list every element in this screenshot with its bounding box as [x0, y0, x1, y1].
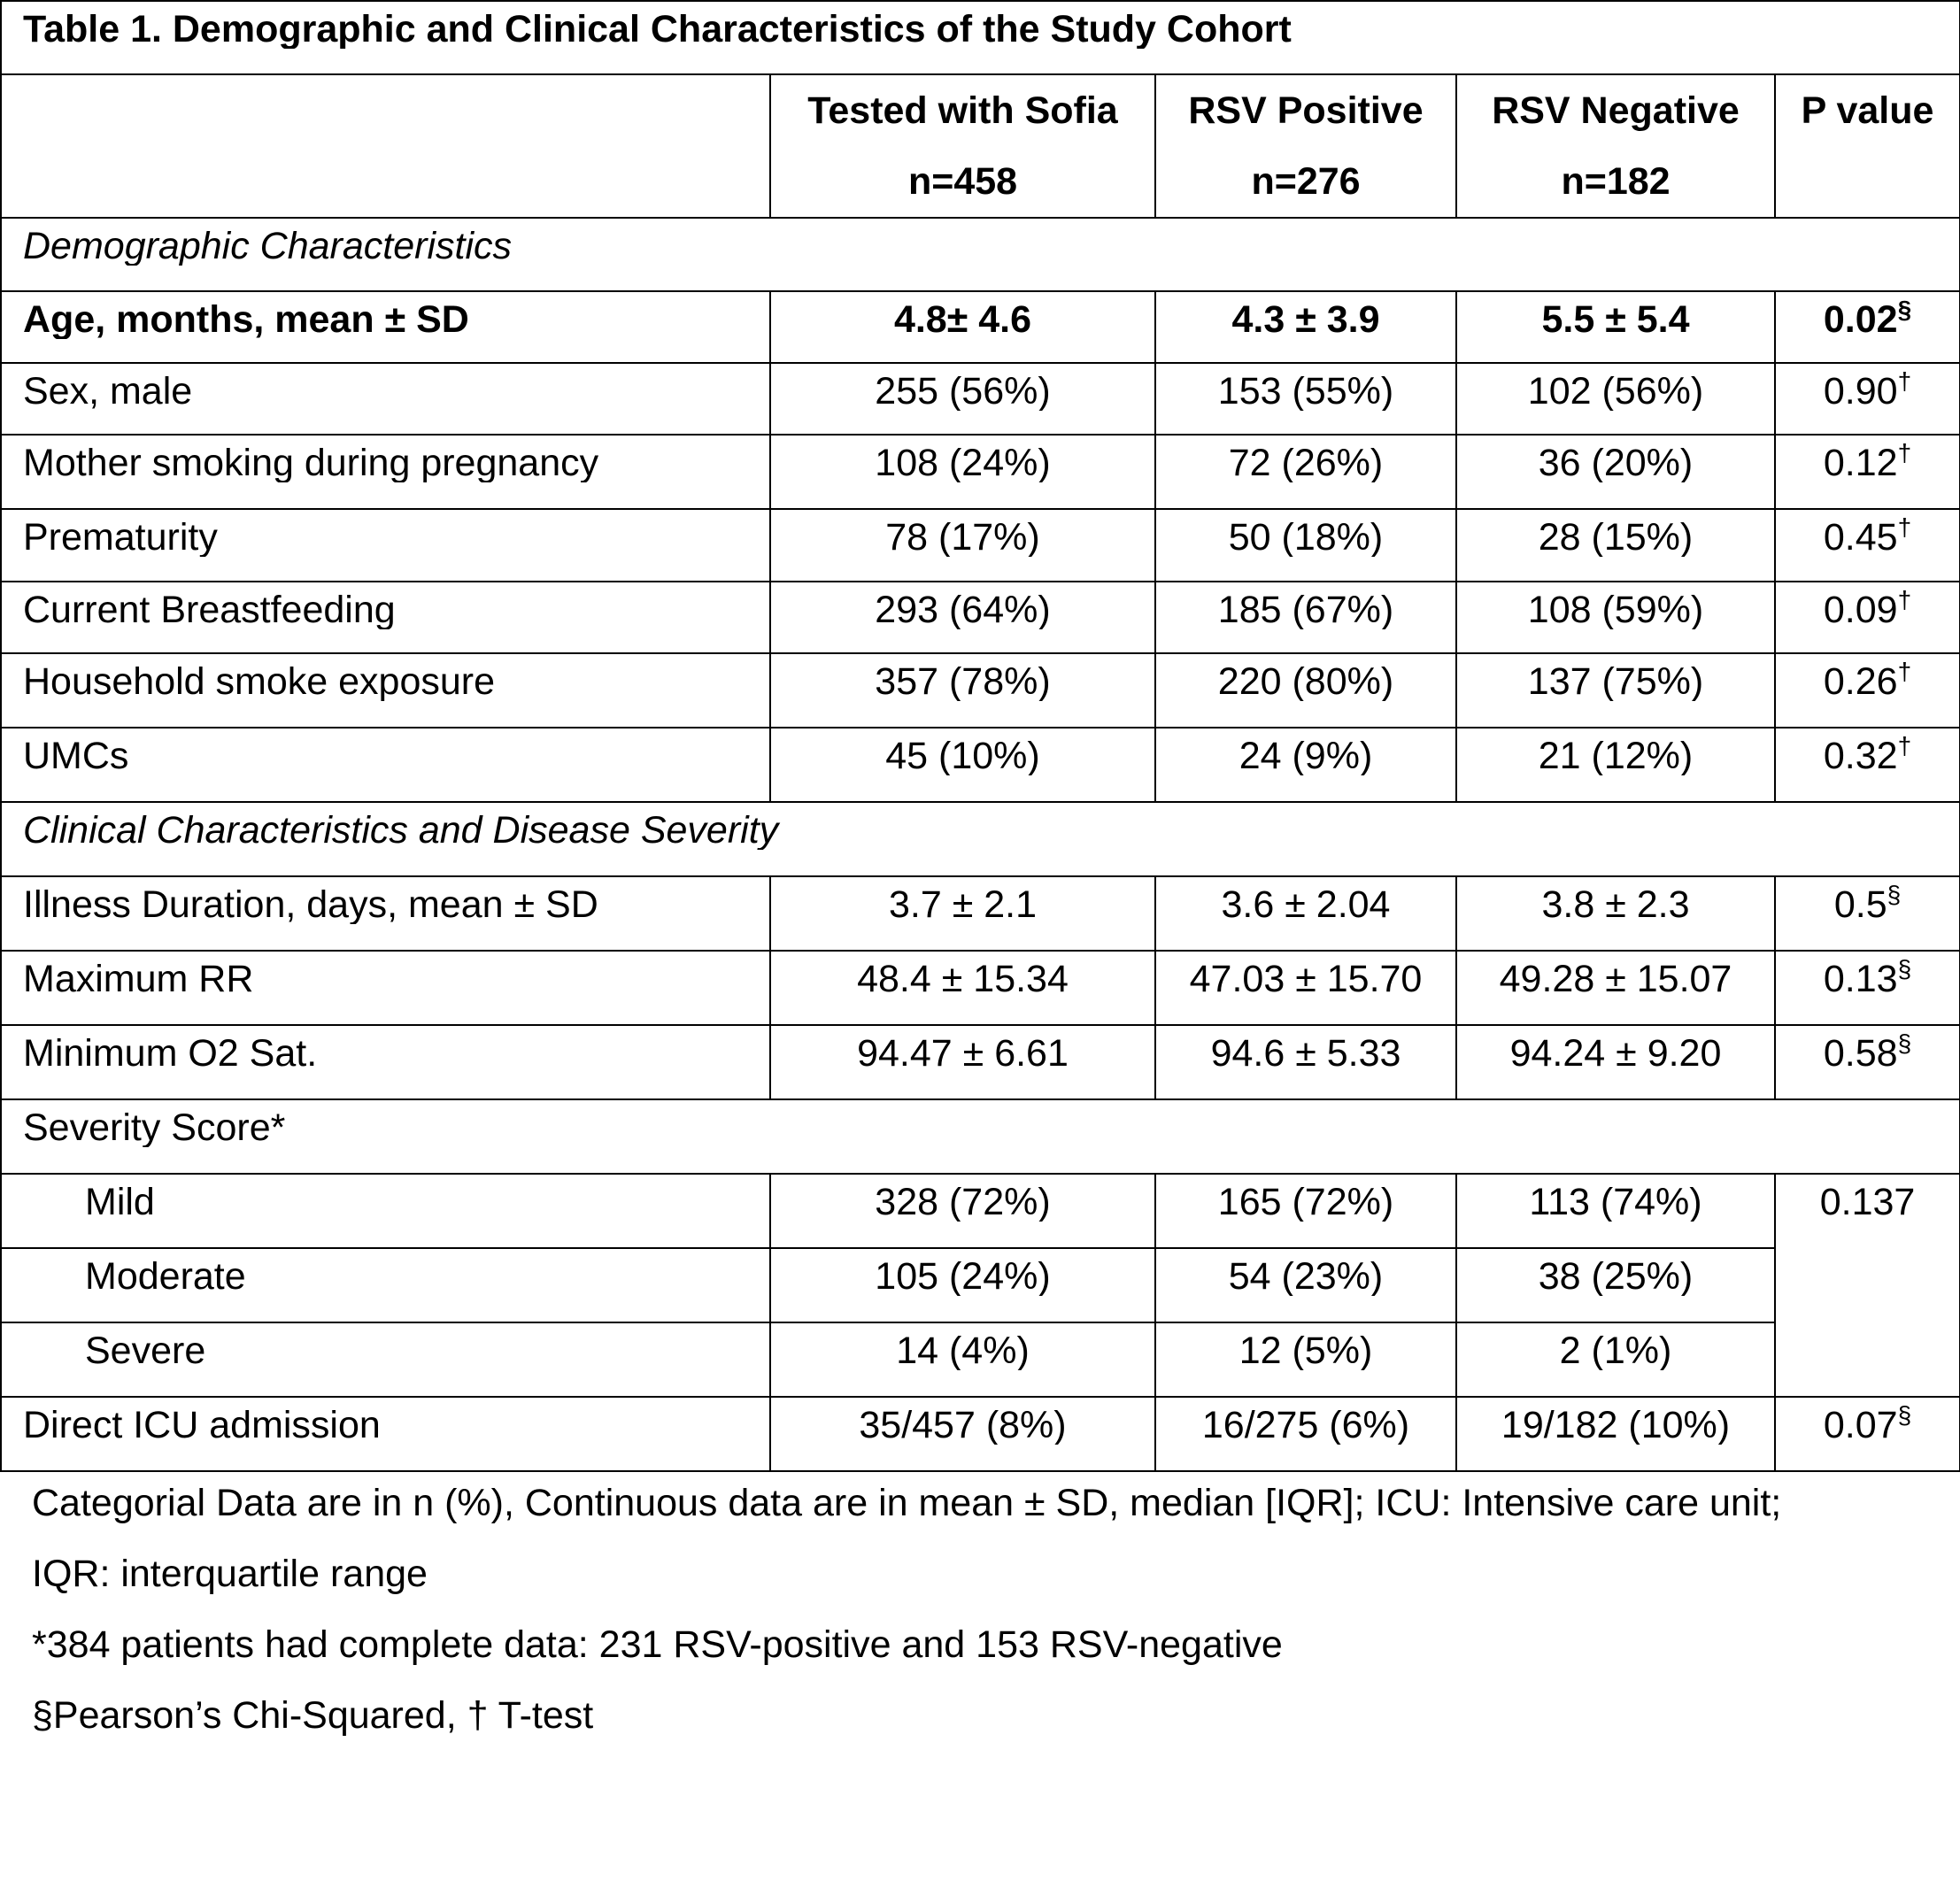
cell-rsv-positive: 165 (72%): [1217, 1181, 1394, 1222]
table-row: [1, 1025, 1960, 1099]
header-col-tested: Tested with Sofia n=458: [770, 74, 1155, 218]
row-label: Minimum O2 Sat.: [23, 1032, 318, 1073]
cell-rsv-positive: 24 (9%): [1239, 735, 1373, 775]
cell-rsv-negative: 102 (56%): [1527, 370, 1704, 411]
row-label: Direct ICU admission: [23, 1404, 381, 1445]
cell-tested: 255 (56%): [875, 370, 1051, 411]
row-label: Mother smoking during pregnancy: [23, 442, 599, 482]
footnote: *384 patients had complete data: 231 RSV-positive and 153 RSV-negative: [32, 1623, 1283, 1666]
table-row: [1, 653, 1960, 728]
row-label: UMCs: [23, 735, 129, 775]
footnote: §Pearson’s Chi-Squared, † T-test: [32, 1694, 594, 1737]
cell-tested: 94.47 ± 6.61: [857, 1032, 1069, 1073]
cell-rsv-negative: 3.8 ± 2.3: [1541, 883, 1690, 924]
row-label: Severe: [85, 1330, 206, 1370]
cell-rsv-positive: 72 (26%): [1228, 442, 1384, 482]
cell-tested: 3.7 ± 2.1: [888, 883, 1038, 924]
cell-rsv-positive: 3.6 ± 2.04: [1221, 883, 1391, 924]
cell-rsv-positive: 220 (80%): [1217, 660, 1394, 701]
cell-p-value: 0.5§: [1833, 881, 1902, 924]
p-footnote-mark: §: [1897, 296, 1912, 323]
p-footnote-mark: §: [1897, 955, 1912, 983]
cell-rsv-positive: 185 (67%): [1217, 589, 1394, 629]
table-row: [1, 1322, 1960, 1397]
cell-p-value: 0.12†: [1823, 439, 1912, 482]
table-row: [1, 1248, 1960, 1322]
table-footnotes: [32, 1468, 1781, 1751]
cell-rsv-positive: 94.6 ± 5.33: [1210, 1032, 1401, 1073]
header-col-rsv-negative: RSV Negative n=182: [1456, 74, 1775, 218]
severity-score-row: [1, 1099, 1960, 1174]
cell-p-value: 0.90†: [1823, 367, 1912, 411]
cell-tested: 45 (10%): [885, 735, 1040, 775]
section-heading: Clinical Characteristics and Disease Severity: [23, 809, 779, 850]
section-demographic-row: [1, 218, 1960, 291]
cell-p-value: 0.137: [1819, 1181, 1916, 1222]
cell-rsv-positive: 50 (18%): [1228, 516, 1384, 557]
row-label: Sex, male: [23, 370, 193, 411]
table-row: [1, 363, 1960, 435]
row-label: Prematurity: [23, 516, 218, 557]
cell-tested: 328 (72%): [875, 1181, 1051, 1222]
cell-rsv-negative: 5.5 ± 5.4: [1541, 298, 1690, 339]
table-row: [1, 582, 1960, 653]
cell-tested: 78 (17%): [885, 516, 1040, 557]
cell-p-value: 0.07§: [1823, 1401, 1912, 1445]
p-footnote-mark: †: [1897, 586, 1912, 613]
header-col-p-value: P value: [1775, 74, 1960, 218]
cell-tested: 35/457 (8%): [859, 1404, 1067, 1445]
cell-rsv-negative: 113 (74%): [1529, 1181, 1702, 1222]
cell-tested: 105 (24%): [875, 1255, 1051, 1296]
table-row: [1, 291, 1960, 363]
cell-rsv-positive: 47.03 ± 15.70: [1189, 958, 1423, 998]
p-footnote-mark: †: [1897, 439, 1912, 466]
table-row: [1, 876, 1960, 951]
cell-rsv-negative: 36 (20%): [1538, 442, 1694, 482]
cell-rsv-positive: 4.3 ± 3.9: [1231, 298, 1380, 339]
cell-tested: 14 (4%): [896, 1330, 1030, 1370]
cell-p-value: 0.13§: [1823, 955, 1912, 998]
footnote: IQR: interquartile range: [32, 1553, 428, 1595]
row-label: Age, months, mean ± SD: [23, 298, 469, 339]
p-footnote-mark: †: [1897, 732, 1912, 759]
cell-p-value: 0.32†: [1823, 732, 1912, 775]
cell-p-value: 0.26†: [1823, 658, 1912, 701]
section-heading: Demographic Characteristics: [23, 225, 513, 266]
cell-tested: 48.4 ± 15.34: [857, 958, 1069, 998]
row-label: Mild: [85, 1181, 155, 1222]
cell-rsv-negative: 21 (12%): [1538, 735, 1694, 775]
row-label: Moderate: [85, 1255, 246, 1296]
table-row: [1, 728, 1960, 802]
cell-rsv-negative: 137 (75%): [1527, 660, 1704, 701]
p-footnote-mark: §: [1897, 1401, 1912, 1429]
row-label: Current Breastfeeding: [23, 589, 396, 629]
p-footnote-mark: †: [1897, 367, 1912, 395]
footnote: Categorial Data are in n (%), Continuous data are in mean ± SD, median [IQR]; ICU: Intensive care unit;: [32, 1482, 1782, 1524]
cell-tested: 293 (64%): [875, 589, 1051, 629]
p-footnote-mark: †: [1897, 513, 1912, 541]
cell-rsv-negative: 38 (25%): [1538, 1255, 1694, 1296]
table-header-row: [1, 74, 1960, 218]
cell-rsv-positive: 54 (23%): [1228, 1255, 1384, 1296]
table-row: [1, 509, 1960, 582]
cell-rsv-negative: 108 (59%): [1527, 589, 1704, 629]
table-title: Table 1. Demographic and Clinical Characteristics of the Study Cohort: [23, 8, 1292, 49]
row-label: Severity Score*: [23, 1106, 286, 1147]
cell-rsv-positive: 12 (5%): [1239, 1330, 1373, 1370]
table-row: [1, 951, 1960, 1025]
cell-tested: 357 (78%): [875, 660, 1051, 701]
cell-p-value: 0.09†: [1823, 586, 1912, 629]
p-footnote-mark: §: [1897, 1029, 1912, 1057]
row-label: Household smoke exposure: [23, 660, 496, 701]
table-row: [1, 435, 1960, 509]
cell-rsv-negative: 2 (1%): [1559, 1330, 1672, 1370]
cell-tested: 108 (24%): [875, 442, 1051, 482]
header-col-rsv-positive: RSV Positive n=276: [1155, 74, 1456, 218]
section-clinical-row: [1, 802, 1960, 876]
cell-rsv-negative: 94.24 ± 9.20: [1509, 1032, 1722, 1073]
cell-p-value: 0.58§: [1823, 1029, 1912, 1073]
header-empty-cell: [1, 74, 770, 218]
cell-tested: 4.8± 4.6: [893, 298, 1032, 339]
cell-rsv-positive: 153 (55%): [1217, 370, 1394, 411]
cell-rsv-positive: 16/275 (6%): [1201, 1404, 1410, 1445]
cell-rsv-negative: 19/182 (10%): [1501, 1404, 1731, 1445]
table-row: [1, 1397, 1960, 1471]
table-row: [1, 1174, 1960, 1248]
table-title-row: [1, 1, 1960, 74]
row-label: Maximum RR: [23, 958, 254, 998]
cell-rsv-negative: 49.28 ± 15.07: [1499, 958, 1732, 998]
p-footnote-mark: †: [1897, 658, 1912, 685]
cell-p-value: 0.02§: [1823, 296, 1912, 339]
row-label: Illness Duration, days, mean ± SD: [23, 883, 598, 924]
cell-p-value: 0.45†: [1823, 513, 1912, 557]
cell-rsv-negative: 28 (15%): [1538, 516, 1694, 557]
p-footnote-mark: §: [1887, 881, 1902, 908]
